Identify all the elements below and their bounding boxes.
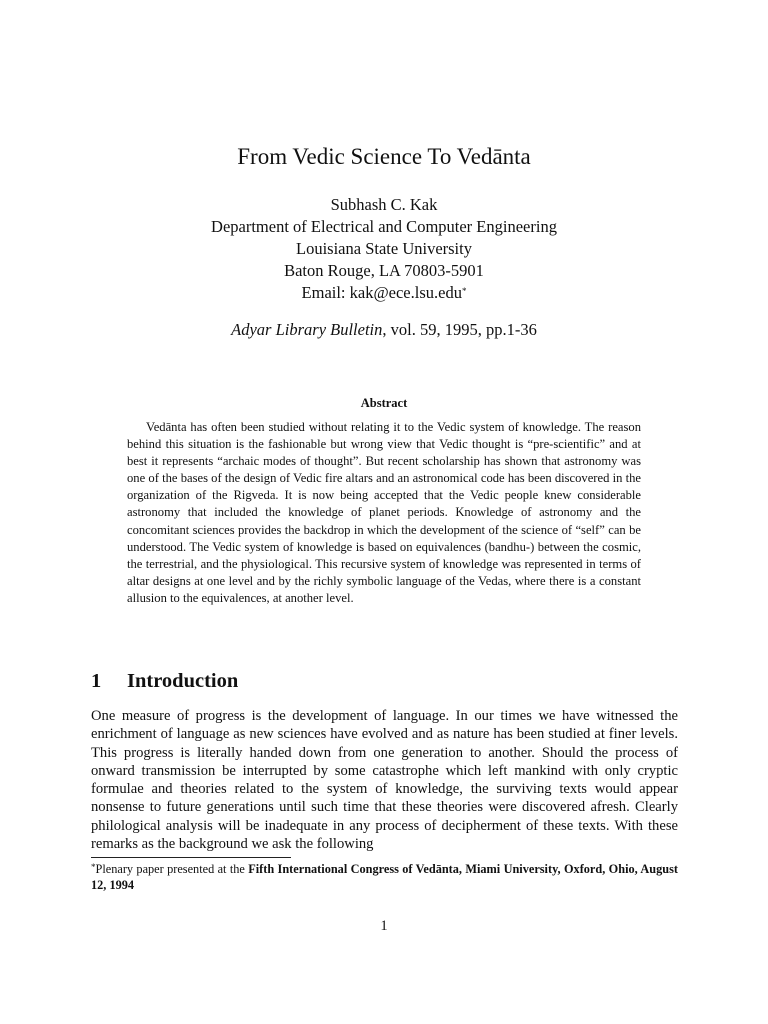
author-block <box>0 194 768 304</box>
section-heading <box>91 668 238 694</box>
journal-name: Adyar Library Bulletin <box>231 320 383 339</box>
abstract-heading: Abstract <box>360 396 408 410</box>
paper-title: From Vedic Science To Vedānta <box>237 144 531 169</box>
author-university: Louisiana State University <box>296 239 472 258</box>
abstract-text: Vedānta has often been studied without relating it to the Vedic system of knowledge. The reason behind this situation is the fashionable but wrong view that Vedic thought is “pre-scientific” and at best it represents “archaic modes of thought”. But recent scholarship has shown that astronomy was one of the bases of the design of Vedic fire altars and an astronomical code has been discovered in the organization of the Rigveda. It is now being accepted that the Vedic people knew considerable astronomy that included the knowledge of planet periods. Knowledge of astronomy and the concomitant sciences provides the backdrop in which the development of the science of “self” can be understood. The Vedic system of knowledge is based on equivalences (bandhu-) between the cosmic, the terrestrial, and the physiological. This recursive system of knowledge was represented in terms of altar designs at one level and by the richly symbolic language of the Vedas, where there is a constant allusion to the equivalences, at another level. <box>127 420 641 605</box>
journal-details: , vol. 59, 1995, pp.1-36 <box>382 320 537 339</box>
author-email[interactable]: Email: kak@ece.lsu.edu <box>301 283 462 302</box>
author-email-line <box>0 282 768 304</box>
introduction-paragraph: One measure of progress is the development of language. In our times we have witnessed the enrichment of language as new sciences have evolved and as nature has been studied at finer levels. This progress is literally handed down from one generation to another. Should the process of onward transmission be interrupted by some catastrophe which left mankind with only cryptic formulae and theories related to the system of knowledge, the surviving texts would appear nonsense to future generations until such time that these theories were discovered afresh. Clearly philological analysis will be inadequate in any process of decipherment of these texts. With these remarks as the background we ask the following <box>91 708 678 853</box>
footnote-congress: Fifth International Congress of Vedānta, Miami University, Oxford, Ohio, August 12, 1994 <box>91 862 678 892</box>
publication-info <box>0 319 768 341</box>
section-title: Introduction <box>127 670 239 692</box>
footnote-marker: * <box>91 862 96 872</box>
footnote <box>91 861 678 893</box>
email-footnote-marker: * <box>461 286 467 296</box>
section-number: 1 <box>91 670 102 692</box>
author-department: Department of Electrical and Computer Engineering <box>211 217 557 236</box>
footnote-divider <box>91 857 291 858</box>
page-number: 1 <box>380 918 388 934</box>
author-name: Subhash C. Kak <box>330 195 438 214</box>
footnote-prefix: Plenary paper presented at the <box>95 862 249 876</box>
author-address: Baton Rouge, LA 70803-5901 <box>284 261 484 280</box>
